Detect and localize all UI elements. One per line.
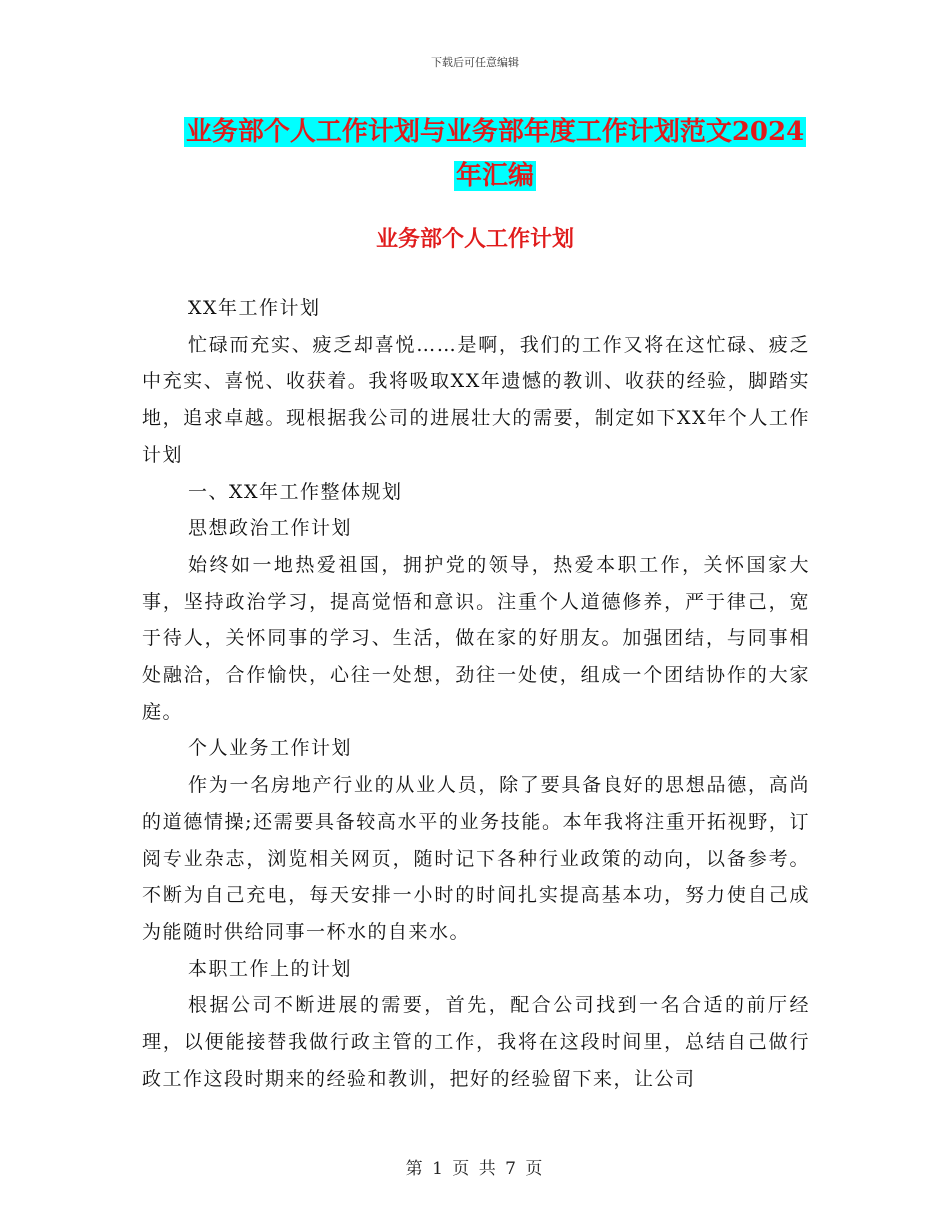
title-line-2: 年汇编 (455, 161, 534, 191)
paragraph-political-heading: 思想政治工作计划 (188, 517, 353, 540)
paragraph-plan-year: XX年工作计划 (188, 297, 321, 319)
page-number: 第 1 页 共 7 页 (405, 1159, 545, 1179)
paragraph-duty-heading: 本职工作上的计划 (188, 957, 353, 980)
paragraph-intro: 忙碌而充实、疲乏却喜悦……是啊，我们的工作又将在这忙碌、疲乏中充实、喜悦、收获着。我将吸取XX年遗憾的教训、收获的经验，脚踏实地，追求卓越。现根据我公司的进展壮大的需要，制定如下XX年个人工作计划 (142, 333, 810, 466)
title-line-1: 业务部个人工作计划与业务部年度工作计划范文2024 (185, 117, 805, 147)
paragraph-business-heading: 个人业务工作计划 (188, 737, 353, 760)
section-heading: 业务部个人工作计划 (375, 227, 574, 252)
paragraph-duty-body: 根据公司不断进展的需要，首先，配合公司找到一名合适的前厅经理，以便能接替我做行政主管的工作，我将在这段时间里，总结自己做行政工作这段时期来的经验和教训，把好的经验留下来，让公司 (142, 994, 810, 1090)
paragraph-overall-plan: 一、XX年工作整体规划 (188, 480, 403, 503)
document-title (150, 110, 840, 198)
document-body (142, 290, 810, 1097)
paragraph-business-body: 作为一名房地产行业的从业人员，除了要具备良好的思想品德，高尚的道德情操;还需要具备较高水平的业务技能。本年我将注重开拓视野，订阅专业杂志，浏览相关网页，随时记下各种行业政策的动向，以备参考。不断为自己充电，每天安排一小时的时间扎实提高基本功，努力使自己成为能随时供给同事一杯水的自来水。 (142, 774, 810, 943)
header-note: 下载后可任意编辑 (431, 56, 519, 69)
paragraph-political-body: 始终如一地热爱祖国，拥护党的领导，热爱本职工作，关怀国家大事，坚持政治学习，提高觉悟和意识。注重个人道德修养，严于律己，宽于待人，关怀同事的学习、生活，做在家的好朋友。加强团结，与同事相处融洽，合作愉快，心往一处想，劲往一处使，组成一个团结协作的大家庭。 (142, 553, 810, 723)
